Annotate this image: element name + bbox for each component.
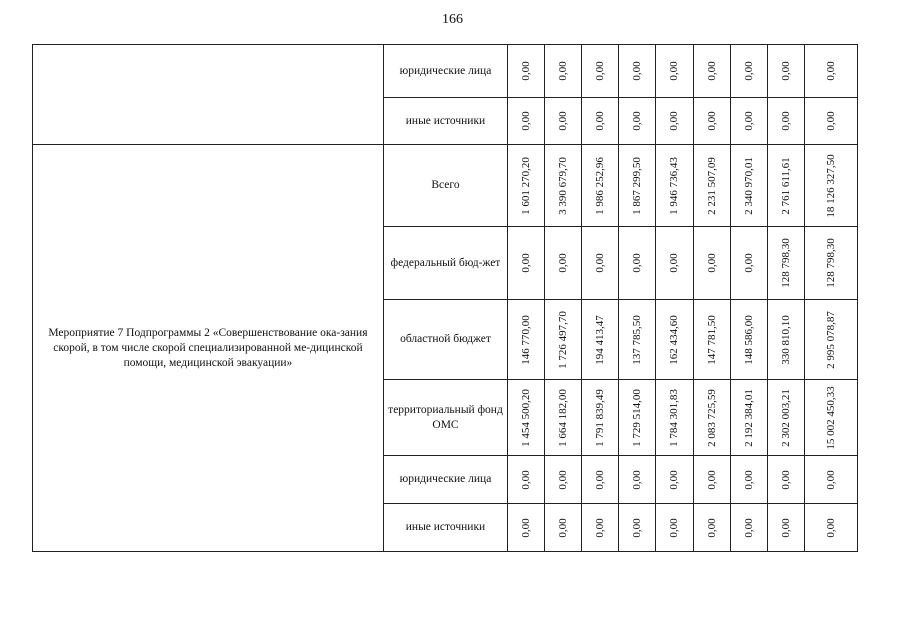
funding-source: юридические лица (383, 45, 507, 98)
value-text: 0,00 (594, 469, 607, 490)
value-text: 0,00 (705, 111, 718, 131)
value-text: 0,00 (594, 61, 607, 81)
value-text: 0,00 (594, 111, 607, 131)
value-text: 2 761 611,61 (779, 156, 792, 215)
value-cell (804, 145, 857, 227)
value-cell (619, 456, 656, 504)
value-text: 0,00 (705, 253, 718, 273)
value-cell (730, 45, 767, 98)
value-cell (545, 504, 582, 552)
value-text: 0,00 (557, 517, 570, 538)
value-cell (804, 504, 857, 552)
value-text: 1 729 514,00 (631, 388, 644, 447)
value-text: 0,00 (779, 469, 792, 490)
value-text: 0,00 (742, 469, 755, 490)
value-text: 1 791 839,49 (594, 388, 607, 447)
value-cell (508, 45, 545, 98)
value-cell (767, 145, 804, 227)
value-cell (730, 380, 767, 456)
value-cell (767, 456, 804, 504)
value-cell (693, 300, 730, 380)
value-text: 0,00 (557, 111, 570, 131)
value-text: 0,00 (668, 253, 681, 273)
value-text: 15 002 450,33 (824, 385, 837, 450)
table-row (33, 145, 858, 227)
value-cell (693, 45, 730, 98)
activity-cell-continued (33, 45, 384, 145)
value-cell (693, 504, 730, 552)
value-text: 0,00 (557, 469, 570, 490)
value-cell (656, 504, 693, 552)
value-text: 0,00 (631, 469, 644, 490)
value-text: 148 586,00 (742, 314, 755, 365)
value-text: 1 601 270,20 (520, 156, 533, 215)
value-cell (508, 504, 545, 552)
funding-source: Всего (383, 145, 507, 227)
value-text: 2 192 384,01 (742, 388, 755, 447)
value-text: 0,00 (824, 517, 837, 538)
value-text: 146 770,00 (520, 314, 533, 365)
value-text: 0,00 (824, 111, 837, 131)
value-text: 2 995 078,87 (824, 310, 837, 369)
value-text: 0,00 (557, 61, 570, 81)
funding-source: территориальный фонд ОМС (383, 380, 507, 456)
budget-table (32, 44, 858, 552)
value-text: 128 798,30 (824, 238, 837, 288)
value-cell (582, 380, 619, 456)
value-cell (804, 98, 857, 145)
value-text: 330 810,10 (779, 314, 792, 365)
value-cell (656, 456, 693, 504)
value-text: 1 946 736,43 (668, 156, 681, 215)
value-cell (545, 45, 582, 98)
value-cell (730, 145, 767, 227)
value-cell (804, 456, 857, 504)
value-cell (545, 456, 582, 504)
table-row (33, 45, 858, 98)
value-text: 0,00 (631, 253, 644, 273)
value-cell (545, 380, 582, 456)
value-text: 0,00 (668, 469, 681, 490)
value-text: 1 664 182,00 (557, 388, 570, 447)
value-text: 1 986 252,96 (594, 156, 607, 215)
value-text: 1 867 299,50 (631, 156, 644, 215)
budget-table-body (33, 45, 858, 552)
value-cell (767, 227, 804, 300)
value-cell (804, 300, 857, 380)
value-text: 1 726 497,70 (557, 310, 570, 369)
value-cell (730, 98, 767, 145)
value-cell (619, 300, 656, 380)
value-text: 0,00 (631, 517, 644, 538)
value-cell (767, 300, 804, 380)
value-text: 0,00 (557, 253, 570, 273)
value-cell (730, 456, 767, 504)
value-text: 0,00 (824, 469, 837, 490)
value-text: 2 231 507,09 (705, 156, 718, 215)
value-text: 2 340 970,01 (742, 156, 755, 215)
value-cell (619, 227, 656, 300)
value-cell (656, 98, 693, 145)
value-cell (545, 145, 582, 227)
value-cell (582, 145, 619, 227)
value-cell (508, 300, 545, 380)
value-cell (619, 145, 656, 227)
value-cell (656, 227, 693, 300)
value-cell (693, 227, 730, 300)
funding-source: областной бюджет (383, 300, 507, 380)
value-cell (619, 380, 656, 456)
value-cell (656, 145, 693, 227)
value-cell (582, 227, 619, 300)
value-cell (545, 227, 582, 300)
value-text: 0,00 (779, 61, 792, 81)
value-cell (508, 456, 545, 504)
value-text: 1 454 500,20 (520, 388, 533, 447)
value-text: 0,00 (705, 469, 718, 490)
value-cell (619, 98, 656, 145)
value-cell (619, 504, 656, 552)
value-cell (545, 300, 582, 380)
value-cell (582, 300, 619, 380)
value-cell (693, 98, 730, 145)
value-text: 0,00 (742, 253, 755, 273)
value-text: 0,00 (668, 517, 681, 538)
value-cell (730, 504, 767, 552)
value-text: 0,00 (742, 111, 755, 131)
value-cell (693, 380, 730, 456)
value-cell (582, 504, 619, 552)
value-text: 162 434,60 (668, 314, 681, 365)
value-cell (804, 227, 857, 300)
value-cell (582, 456, 619, 504)
value-text: 0,00 (705, 61, 718, 81)
value-cell (767, 380, 804, 456)
value-text: 0,00 (668, 111, 681, 131)
value-cell (693, 456, 730, 504)
value-text: 0,00 (520, 469, 533, 490)
value-text: 0,00 (742, 61, 755, 81)
value-cell (508, 145, 545, 227)
value-cell (582, 98, 619, 145)
value-text: 194 413,47 (594, 314, 607, 365)
value-cell (767, 98, 804, 145)
value-text: 0,00 (631, 61, 644, 81)
value-text: 2 083 725,59 (705, 388, 718, 447)
value-text: 0,00 (779, 111, 792, 131)
value-cell (656, 300, 693, 380)
funding-source: иные источники (383, 98, 507, 145)
value-text: 0,00 (520, 61, 533, 81)
value-text: 0,00 (631, 111, 644, 131)
value-cell (804, 45, 857, 98)
value-text: 0,00 (742, 517, 755, 538)
value-text: 0,00 (705, 517, 718, 538)
funding-source: юридические лица (383, 456, 507, 504)
value-cell (545, 98, 582, 145)
value-cell (767, 45, 804, 98)
value-cell (656, 45, 693, 98)
value-cell (508, 380, 545, 456)
funding-source: федеральный бюд-жет (383, 227, 507, 300)
value-cell (656, 380, 693, 456)
activity-name: Мероприятие 7 Подпрограммы 2 «Совершенствование ока-зания скорой, в том числе скорой специализированной ме-дицинской помощи, медицинской эвакуации» (33, 145, 384, 552)
value-text: 0,00 (520, 111, 533, 131)
value-cell (582, 45, 619, 98)
value-text: 147 781,50 (705, 314, 718, 365)
value-cell (693, 145, 730, 227)
value-text: 0,00 (594, 517, 607, 538)
value-text: 1 784 301,83 (668, 388, 681, 447)
value-text: 128 798,30 (779, 238, 792, 288)
value-text: 2 302 003,21 (779, 388, 792, 447)
value-text: 137 785,50 (631, 314, 644, 365)
value-cell (804, 380, 857, 456)
value-cell (730, 227, 767, 300)
value-cell (730, 300, 767, 380)
value-cell (508, 227, 545, 300)
value-cell (619, 45, 656, 98)
value-text: 0,00 (779, 517, 792, 538)
value-text: 18 126 327,50 (824, 153, 837, 218)
value-text: 0,00 (668, 61, 681, 81)
value-text: 0,00 (520, 253, 533, 273)
value-cell (767, 504, 804, 552)
value-cell (508, 98, 545, 145)
value-text: 0,00 (594, 253, 607, 273)
value-text: 0,00 (824, 61, 837, 81)
page-number: 166 (442, 12, 463, 27)
funding-source: иные источники (383, 504, 507, 552)
value-text: 3 390 679,70 (557, 156, 570, 215)
value-text: 0,00 (520, 517, 533, 538)
